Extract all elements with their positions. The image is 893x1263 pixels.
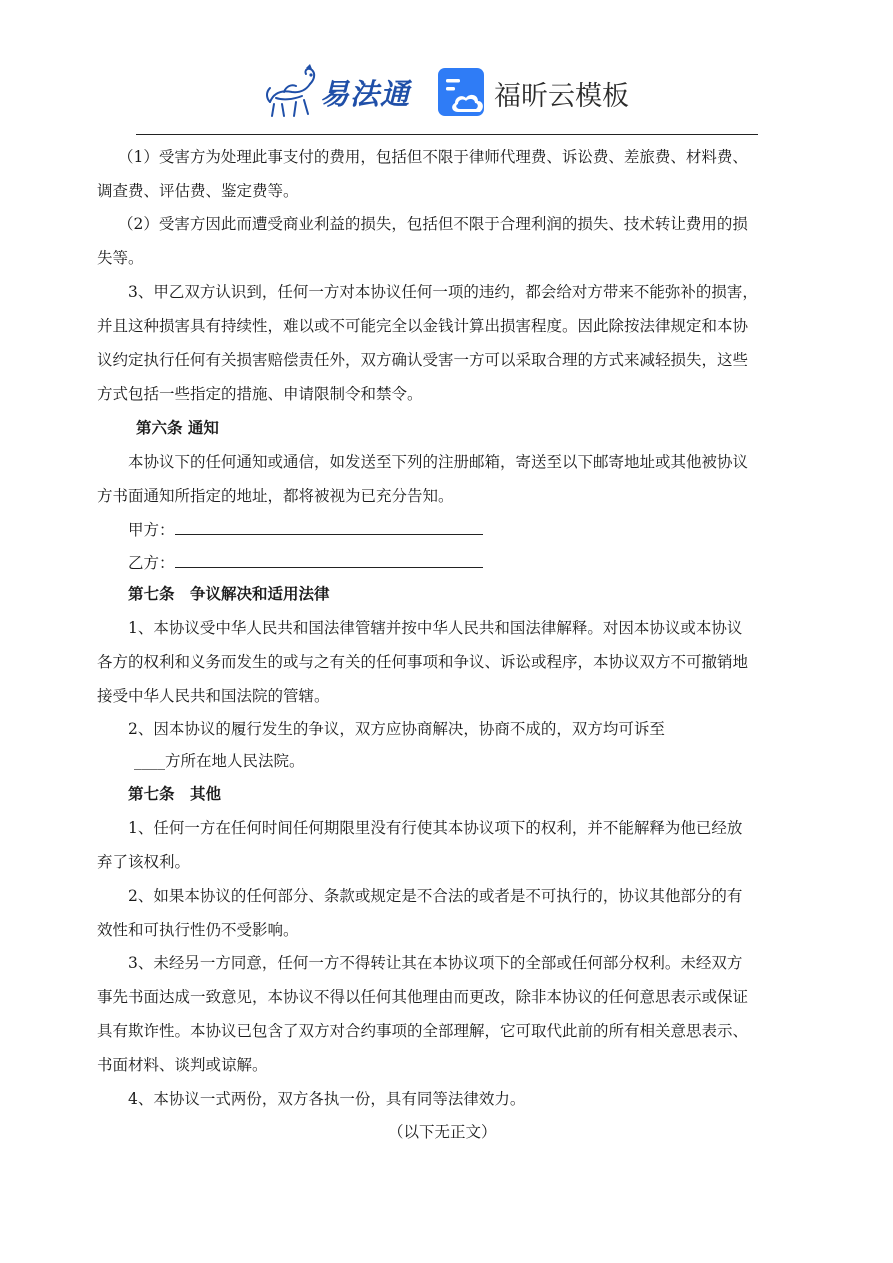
paragraph-line: 本协议下的任何通知或通信，如发送至下列的注册邮箱，寄送至以下邮寄地址或其他被协议 bbox=[128, 453, 749, 471]
yifatong-logo bbox=[262, 62, 420, 122]
paragraph-line: 2、如果本协议的任何部分、条款或规定是不合法的或者是不可执行的，协议其他部分的有 bbox=[128, 887, 743, 905]
paragraph-line: 方书面通知所指定的地址，都将被视为已充分告知。 bbox=[97, 487, 454, 505]
paragraph-line: 书面材料、谈判或谅解。 bbox=[97, 1056, 268, 1074]
party-b-blank bbox=[175, 551, 483, 568]
section-heading: 第六条 通知 bbox=[136, 418, 219, 437]
paragraph-line: 具有欺诈性。本协议已包含了双方对合约事项的全部理解，它可取代此前的所有相关意思表示、 bbox=[97, 1022, 749, 1040]
party-b-label: 乙方： bbox=[128, 554, 175, 572]
header-divider bbox=[136, 134, 758, 135]
yifatong-brand-text: 易法通 bbox=[320, 77, 411, 111]
party-a-blank bbox=[175, 518, 483, 535]
paragraph-line: 各方的权利和义务而发生的或与之有关的任何事项和争议、诉讼或程序，本协议双方不可撤销地 bbox=[97, 653, 749, 671]
paragraph-line: 3、未经另一方同意，任何一方不得转让其在本协议项下的全部或任何部分权利。未经双方 bbox=[128, 954, 743, 972]
paragraph-line: 议约定执行任何有关损害赔偿责任外，双方确认受害一方可以采取合理的方式来减轻损失，这些 bbox=[97, 351, 749, 369]
paragraph-line: ____方所在地人民法院。 bbox=[134, 752, 305, 770]
page-header bbox=[0, 56, 893, 126]
section-heading: 第七条 争议解决和适用法律 bbox=[128, 584, 330, 603]
paragraph-line: 并且这种损害具有持续性，难以或不可能完全以金钱计算出损害程度。因此除按法律规定和本协 bbox=[97, 317, 749, 335]
paragraph-line: 1、任何一方在任何时间任何期限里没有行使其本协议项下的权利，并不能解释为他已经放 bbox=[128, 819, 743, 837]
party-b-line bbox=[128, 551, 483, 573]
fuxin-logo bbox=[436, 66, 636, 120]
fuxin-brand-text: 福昕云模板 bbox=[494, 81, 629, 112]
party-a-label: 甲方： bbox=[128, 521, 175, 539]
end-of-text-note: （以下无正文） bbox=[388, 1123, 497, 1141]
paragraph-line: 4、本协议一式两份，双方各执一份，具有同等法律效力。 bbox=[128, 1090, 526, 1108]
paragraph-line: 1、本协议受中华人民共和国法律管辖并按中华人民共和国法律解释。对因本协议或本协议 bbox=[128, 619, 743, 637]
paragraph-line: 接受中华人民共和国法院的管辖。 bbox=[97, 687, 330, 705]
qilin-emblem-icon bbox=[262, 62, 322, 122]
paragraph-line: 弃了该权利。 bbox=[97, 853, 191, 871]
paragraph-line: 事先书面达成一致意见，本协议不得以任何其他理由而更改，除非本协议的任何意思表示或保证 bbox=[97, 988, 749, 1006]
paragraph-line: （1）受害方为处理此事支付的费用，包括但不限于律师代理费、诉讼费、差旅费、材料费、 bbox=[118, 148, 748, 166]
section-heading: 第七条 其他 bbox=[128, 784, 222, 803]
paragraph-line: 3、甲乙双方认识到，任何一方对本协议任何一项的违约，都会给对方带来不能弥补的损害， bbox=[128, 283, 758, 301]
paragraph-line: 失等。 bbox=[97, 249, 144, 267]
paragraph-line: （2）受害方因此而遭受商业利益的损失，包括但不限于合理利润的损失、技术转让费用的损 bbox=[118, 215, 748, 233]
party-a-line bbox=[128, 518, 483, 540]
cloud-document-icon bbox=[436, 66, 488, 118]
paragraph-line: 效性和可执行性仍不受影响。 bbox=[97, 921, 299, 939]
paragraph-line: 方式包括一些指定的措施、申请限制令和禁令。 bbox=[97, 385, 423, 403]
paragraph-line: 2、因本协议的履行发生的争议，双方应协商解决，协商不成的，双方均可诉至 bbox=[128, 720, 665, 738]
paragraph-line: 调查费、评估费、鉴定费等。 bbox=[97, 182, 299, 200]
